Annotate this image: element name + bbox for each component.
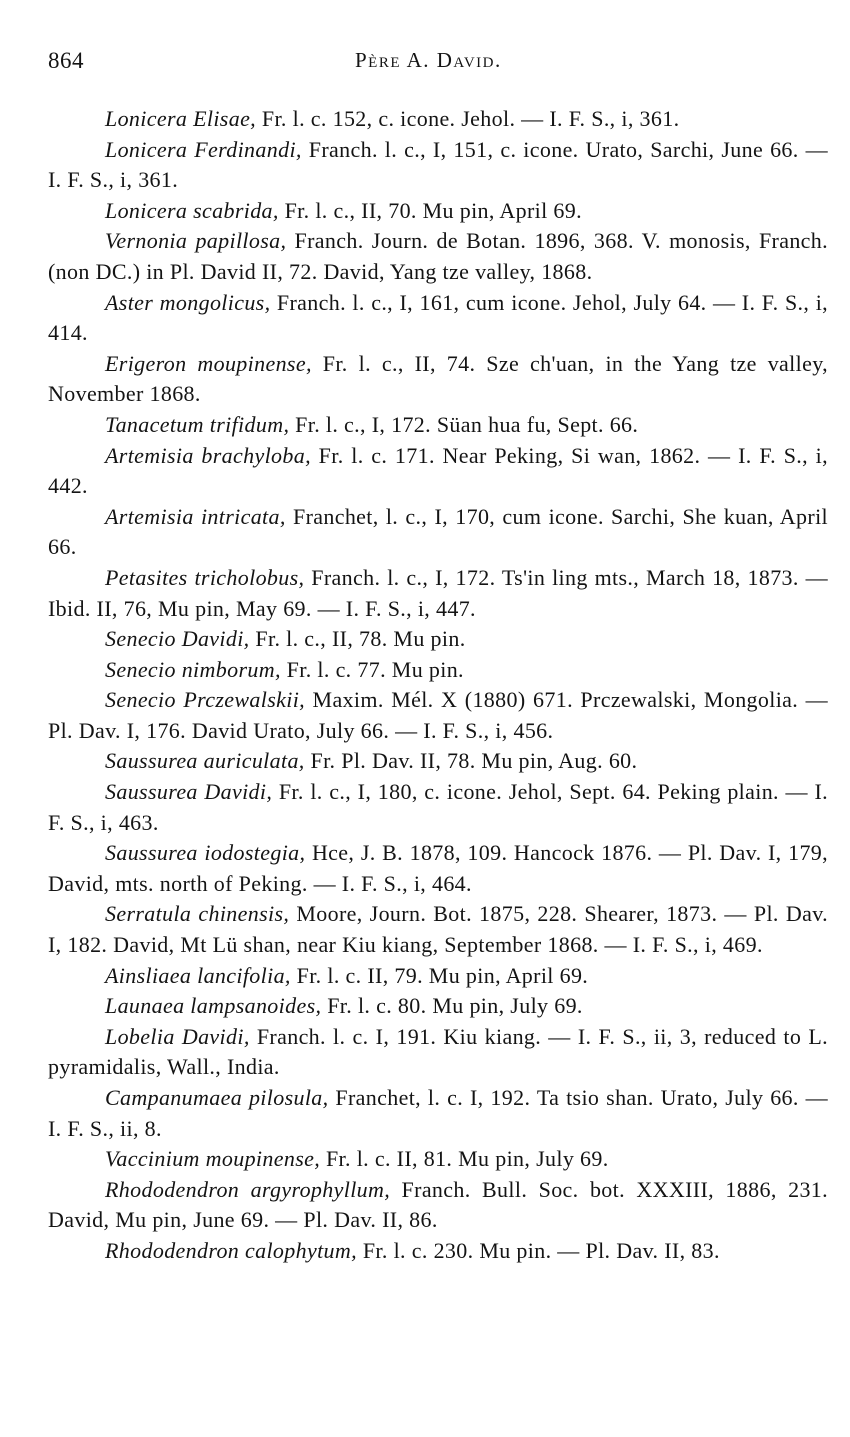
species-list bbox=[48, 104, 828, 1267]
species-name: Rhododendron calophytum, bbox=[105, 1237, 357, 1263]
species-entry bbox=[48, 899, 828, 960]
species-name: Erigeron moupinense, bbox=[105, 350, 312, 376]
species-citation: Fr. l. c., I, 172. Süan hua fu, Sept. 66. bbox=[289, 411, 639, 437]
species-citation: Fr. l. c., I, 180, c. icone. Jehol, Sept. 64. Peking plain. — I. F. S., i, 463. bbox=[48, 779, 828, 835]
species-name: Saussurea auriculata, bbox=[105, 748, 305, 774]
species-citation: Fr. l. c. II, 79. Mu pin, April 69. bbox=[290, 962, 589, 988]
species-name: Saussurea iodostegia, bbox=[105, 840, 306, 866]
running-head bbox=[48, 48, 820, 82]
running-title: Père A. David. bbox=[355, 48, 502, 72]
species-citation: Franch. l. c., I, 151, c. icone. Urato, Sarchi, June 66. — I. F. S., i, 361. bbox=[48, 136, 828, 193]
species-name: Artemisia brachyloba, bbox=[105, 442, 311, 468]
species-citation: Hce, J. B. 1878, 109. Hancock 1876. — Pl. Dav. I, 179, David, mts. north of Peking. — I. F. S., i, 464. bbox=[48, 840, 828, 896]
species-entry bbox=[48, 410, 828, 441]
species-citation: Franch. l. c. I, 191. Kiu kiang. — I. F. S., ii, 3, reduced to L. pyramidalis, Wall., India. bbox=[48, 1023, 828, 1080]
species-entry bbox=[48, 655, 828, 686]
species-entry bbox=[48, 502, 828, 563]
species-entry bbox=[48, 1083, 828, 1144]
species-citation: Fr. l. c., II, 78. Mu pin. bbox=[249, 626, 466, 652]
species-citation: Maxim. Mél. X (1880) 671. Prczewalski, Mongolia. — Pl. Dav. I, 176. David Urato, July 66. — I. F. S., i, 456. bbox=[48, 687, 828, 743]
species-citation: Franchet, l. c. I, 192. Ta tsio shan. Urato, July 66. — I. F. S., ii, 8. bbox=[48, 1085, 828, 1141]
species-citation: Fr. l. c. 230. Mu pin. — Pl. Dav. II, 83. bbox=[357, 1237, 720, 1263]
species-name: Ainsliaea lancifolia, bbox=[105, 962, 291, 988]
species-citation: Fr. l. c. II, 81. Mu pin, July 69. bbox=[320, 1146, 609, 1172]
species-entry bbox=[48, 991, 828, 1022]
species-name: Lonicera scabrida, bbox=[105, 197, 279, 223]
species-name: Petasites tricholobus, bbox=[105, 564, 305, 590]
species-entry bbox=[48, 1175, 828, 1236]
species-name: Lonicera Ferdinandi, bbox=[105, 136, 302, 162]
species-citation: Fr. l. c., II, 70. Mu pin, April 69. bbox=[278, 197, 582, 223]
species-entry bbox=[48, 961, 828, 992]
species-name: Senecio Prczewalskii, bbox=[105, 687, 306, 713]
species-entry bbox=[48, 777, 828, 838]
species-name: Aster mongolicus, bbox=[105, 289, 271, 315]
species-name: Lobelia Davidi, bbox=[105, 1023, 250, 1049]
species-entry bbox=[48, 1144, 828, 1175]
species-citation: Franch. Bull. Soc. bot. XXXIII, 1886, 231. David, Mu pin, June 69. — Pl. Dav. II, 86. bbox=[48, 1176, 829, 1233]
species-entry bbox=[48, 685, 828, 746]
species-citation: Fr. l. c. 80. Mu pin, July 69. bbox=[321, 993, 583, 1019]
species-entry bbox=[48, 838, 828, 899]
species-name: Saussurea Davidi, bbox=[105, 779, 273, 805]
species-entry bbox=[48, 288, 828, 349]
species-entry bbox=[48, 349, 828, 410]
species-citation: Franch. l. c., I, 172. Ts'in ling mts., March 18, 1873. — Ibid. II, 76, Mu pin, May 69. — I. F. S., i, 447. bbox=[48, 564, 828, 621]
species-citation: Fr. l. c. 171. Near Peking, Si wan, 1862. — I. F. S., i, 442. bbox=[48, 442, 828, 499]
species-citation: Fr. l. c., II, 74. Sze ch'uan, in the Yang tze valley, November 1868. bbox=[48, 350, 828, 407]
species-citation: Franchet, l. c., I, 170, cum icone. Sarchi, She kuan, April 66. bbox=[48, 503, 828, 560]
species-name: Tanacetum trifidum, bbox=[105, 411, 290, 437]
species-citation: Moore, Journ. Bot. 1875, 228. Shearer, 1873. — Pl. Dav. I, 182. David, Mt Lü shan, near Kiu kiang, September 1868. — I. F. S., i, 469. bbox=[48, 901, 828, 958]
species-citation: Fr. l. c. 152, c. icone. Jehol. — I. F. S., i, 361. bbox=[256, 106, 680, 131]
species-name: Vaccinium moupinense, bbox=[105, 1146, 321, 1172]
species-name: Lonicera Elisae, bbox=[105, 106, 257, 131]
species-entry bbox=[48, 1022, 828, 1083]
species-name: Rhododendron argyrophyllum, bbox=[105, 1176, 391, 1202]
species-entry bbox=[48, 135, 828, 196]
species-name: Senecio nimborum, bbox=[105, 656, 281, 682]
species-name: Campanumaea pilosula, bbox=[105, 1085, 329, 1110]
species-entry bbox=[48, 563, 828, 624]
species-entry bbox=[48, 196, 828, 227]
species-name: Vernonia papillosa, bbox=[105, 228, 287, 254]
species-name: Launaea lampsanoides, bbox=[105, 993, 322, 1019]
species-citation: Franch. l. c., I, 161, cum icone. Jehol, July 64. — I. F. S., i, 414. bbox=[48, 289, 829, 346]
page-number: 864 bbox=[48, 48, 84, 73]
species-name: Senecio Davidi, bbox=[105, 626, 250, 652]
species-entry bbox=[48, 104, 828, 135]
species-entry bbox=[48, 1236, 828, 1267]
species-entry bbox=[48, 226, 828, 287]
species-name: Artemisia intricata, bbox=[105, 503, 286, 529]
species-citation: Franch. Journ. de Botan. 1896, 368. V. monosis, Franch. (non DC.) in Pl. David II, 72. David, Yang tze valley, 1868. bbox=[48, 228, 828, 284]
species-entry bbox=[48, 624, 828, 655]
species-entry bbox=[48, 441, 828, 502]
species-citation: Fr. Pl. Dav. II, 78. Mu pin, Aug. 60. bbox=[304, 748, 638, 774]
species-entry bbox=[48, 746, 828, 777]
species-name: Serratula chinensis, bbox=[105, 901, 290, 927]
species-citation: Fr. l. c. 77. Mu pin. bbox=[280, 656, 464, 682]
